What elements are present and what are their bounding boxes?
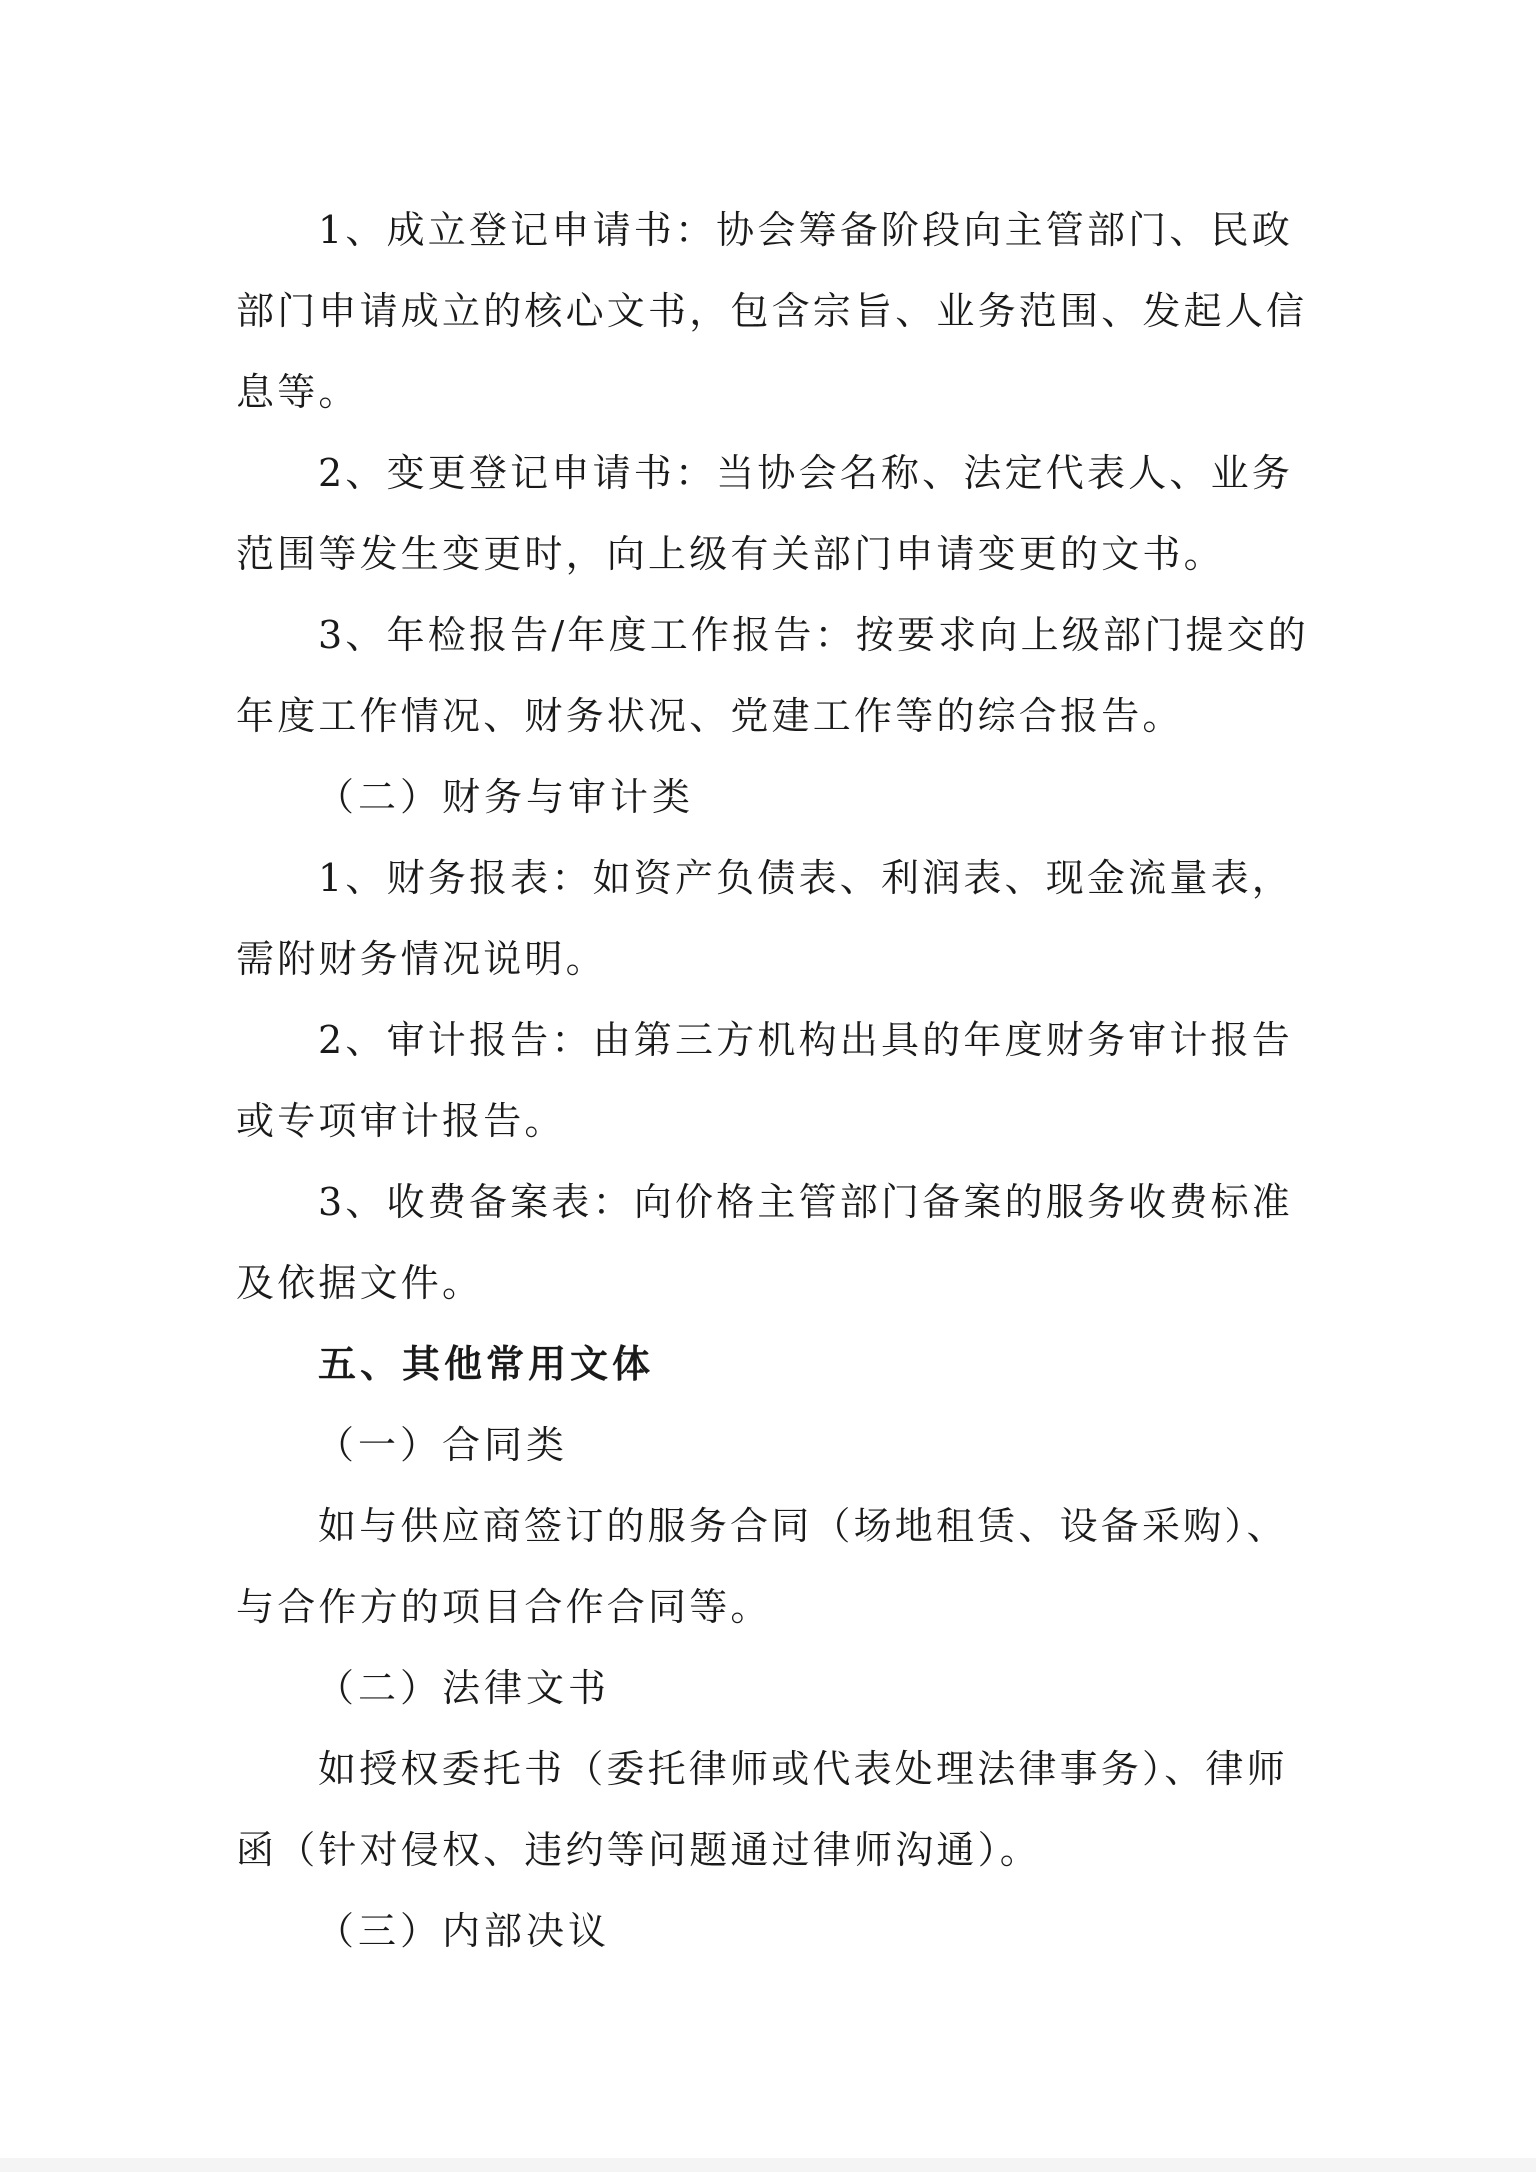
page-bottom-edge	[0, 2158, 1536, 2172]
text-line: 与合作方的项目合作合同等。	[236, 1585, 772, 1629]
text-line: 3、年检报告/年度工作报告：按要求向上级部门提交的	[318, 613, 1309, 657]
text-line: 范围等发生变更时，向上级有关部门申请变更的文书。	[236, 532, 1225, 576]
text-line: 函（针对侵权、违约等问题通过律师沟通）。	[236, 1828, 1042, 1872]
text-line: 息等。	[236, 370, 360, 414]
section-subheading: （三）内部决议	[316, 1909, 611, 1953]
section-subheading: （二）财务与审计类	[316, 775, 695, 819]
section-subheading: （一）合同类	[316, 1423, 569, 1467]
text-line: 1、财务报表：如资产负债表、利润表、现金流量表，	[318, 856, 1293, 900]
text-line: 1、成立登记申请书：协会筹备阶段向主管部门、民政	[318, 208, 1293, 252]
text-line: 年度工作情况、财务状况、党建工作等的综合报告。	[236, 694, 1184, 738]
text-line: 如与供应商签订的服务合同（场地租赁、设备采购）、	[318, 1504, 1288, 1548]
section-heading: 五、其他常用文体	[318, 1342, 655, 1386]
text-line: 2、审计报告：由第三方机构出具的年度财务审计报告	[318, 1018, 1293, 1062]
text-line: 或专项审计报告。	[236, 1099, 566, 1143]
text-line: 3、收费备案表：向价格主管部门备案的服务收费标准	[318, 1180, 1293, 1224]
text-line: 需附财务情况说明。	[236, 937, 607, 981]
text-line: 部门申请成立的核心文书，包含宗旨、业务范围、发起人信	[236, 289, 1308, 333]
text-line: 及依据文件。	[236, 1261, 484, 1305]
text-line: 如授权委托书（委托律师或代表处理法律事务）、律师	[318, 1747, 1288, 1791]
text-line: 2、变更登记申请书：当协会名称、法定代表人、业务	[318, 451, 1293, 495]
section-subheading: （二）法律文书	[316, 1666, 611, 1710]
